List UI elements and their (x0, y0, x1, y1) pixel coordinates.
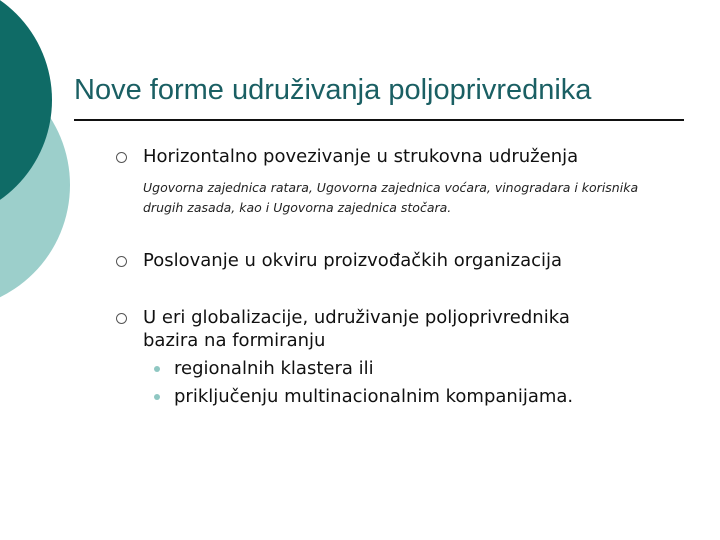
item-globalization-line1: U eri globalizacije, udruživanje poljoprivrednika (143, 307, 570, 328)
decorative-circles (0, 0, 80, 300)
bullet-ring-icon (116, 152, 127, 163)
subitem-regional-clusters: regionalnih klastera ili (174, 358, 374, 379)
item-horizontal-note: Ugovorna zajednica ratara, Ugovorna zajednica voćara, vinogradara i korisnika drugih zasada, kao i Ugovorna zajednica stočara. (143, 180, 639, 215)
title-underline (74, 119, 684, 121)
item-globalization-line2: bazira na formiranju (143, 330, 326, 351)
subitem-multinational: priključenju multinacionalnim kompanijama. (174, 386, 574, 407)
sub-bullet-dot-icon (154, 366, 160, 372)
slide-title: Nove forme udruživanja poljoprivrednika (74, 74, 592, 106)
item-producer-organizations: Poslovanje u okviru proizvođačkih organizacija (143, 250, 563, 271)
sub-bullet-dot-icon (154, 394, 160, 400)
bullet-ring-icon (116, 256, 127, 267)
bullet-ring-icon (116, 313, 127, 324)
item-horizontal: Horizontalno povezivanje u strukovna udruženja (143, 146, 579, 167)
